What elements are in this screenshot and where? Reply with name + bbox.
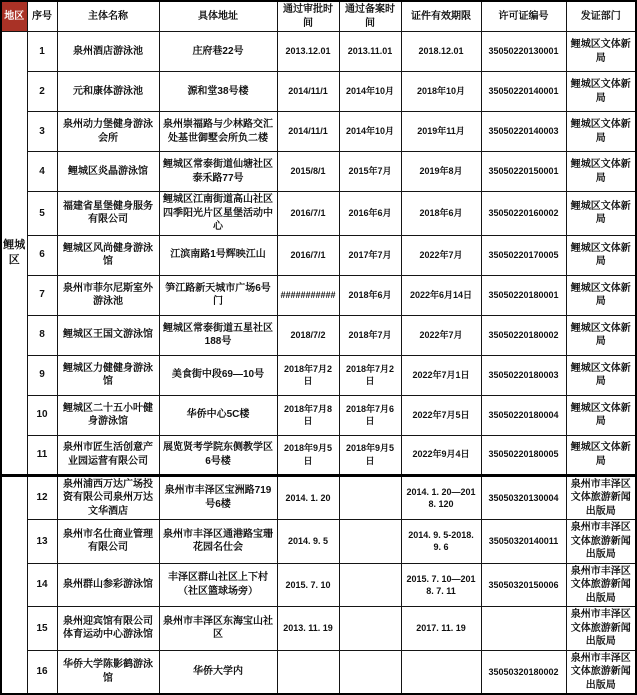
cell-name: 福建省星堡健身服务有限公司 <box>57 192 159 236</box>
cell-validity: 2018.12.01 <box>401 32 481 72</box>
column-header-7: 许可证编号 <box>481 1 566 32</box>
column-header-8: 发证部门 <box>566 1 636 32</box>
cell-address: 源和堂38号楼 <box>159 72 277 112</box>
cell-approval: 2018年9月5日 <box>277 435 339 475</box>
cell-name: 泉州市匠生活创意产业园运营有限公司 <box>57 435 159 475</box>
cell-approval: 2015. 7. 10 <box>277 563 339 607</box>
cell-filing: 2018年7月2日 <box>339 355 401 395</box>
cell-name: 鲤城区风尚健身游泳馆 <box>57 235 159 275</box>
cell-address: 泉州市丰泽区宝洲路719号6楼 <box>159 475 277 520</box>
table-row <box>1 563 636 607</box>
table-row <box>1 72 636 112</box>
cell-license: 35050320130004 <box>481 475 566 520</box>
column-header-5: 通过备案时间 <box>339 1 401 32</box>
cell-issuer: 泉州市丰泽区文体旅游新闻出版局 <box>566 520 636 564</box>
cell-validity: 2022年7月 <box>401 235 481 275</box>
cell-issuer: 泉州市丰泽区文体旅游新闻出版局 <box>566 563 636 607</box>
cell-name: 泉州迎宾馆有限公司体育运动中心游泳馆 <box>57 607 159 651</box>
cell-no: 4 <box>27 152 57 192</box>
table-row <box>1 112 636 152</box>
cell-address: 泉州市丰泽区东海宝山社区 <box>159 607 277 651</box>
table-row <box>1 520 636 564</box>
cell-address: 笋江路新天城市广场6号门 <box>159 275 277 315</box>
table-row <box>1 650 636 694</box>
cell-filing: 2016年6月 <box>339 192 401 236</box>
table-row <box>1 192 636 236</box>
cell-no: 2 <box>27 72 57 112</box>
cell-no: 12 <box>27 475 57 520</box>
cell-name: 鲤城区力健健身游泳馆 <box>57 355 159 395</box>
cell-license: 35050220150001 <box>481 152 566 192</box>
cell-address: 鲤城区常泰街道仙塘社区泰禾路77号 <box>159 152 277 192</box>
cell-no: 9 <box>27 355 57 395</box>
cell-filing: 2014年10月 <box>339 72 401 112</box>
cell-approval: ########### <box>277 275 339 315</box>
cell-license: 35050220160002 <box>481 192 566 236</box>
table-row <box>1 235 636 275</box>
table-row <box>1 395 636 435</box>
cell-filing <box>339 475 401 520</box>
column-header-0: 地区 <box>1 1 27 32</box>
cell-approval: 2014/11/1 <box>277 72 339 112</box>
cell-issuer: 鲤城区文体新局 <box>566 435 636 475</box>
cell-validity: 2015. 7. 10—2018. 7. 11 <box>401 563 481 607</box>
cell-validity: 2017. 11. 19 <box>401 607 481 651</box>
cell-approval: 2018/7/2 <box>277 315 339 355</box>
cell-filing <box>339 563 401 607</box>
cell-filing: 2018年7月 <box>339 315 401 355</box>
cell-address: 丰泽区群山社区上下村（社区篮球场旁） <box>159 563 277 607</box>
cell-issuer: 鲤城区文体新局 <box>566 395 636 435</box>
cell-issuer: 鲤城区文体新局 <box>566 355 636 395</box>
cell-license: 35050320150006 <box>481 563 566 607</box>
cell-issuer: 鲤城区文体新局 <box>566 315 636 355</box>
cell-validity: 2022年7月1日 <box>401 355 481 395</box>
cell-no: 10 <box>27 395 57 435</box>
cell-address: 鲤城区常泰街道五星社区188号 <box>159 315 277 355</box>
cell-filing: 2015年7月 <box>339 152 401 192</box>
cell-filing: 2017年7月 <box>339 235 401 275</box>
cell-validity: 2022年7月5日 <box>401 395 481 435</box>
cell-issuer: 泉州市丰泽区文体旅游新闻出版局 <box>566 607 636 651</box>
table-row <box>1 32 636 72</box>
cell-address: 华侨中心5C楼 <box>159 395 277 435</box>
cell-no: 8 <box>27 315 57 355</box>
cell-validity: 2022年7月 <box>401 315 481 355</box>
cell-validity: 2014. 9. 5-2018. 9. 6 <box>401 520 481 564</box>
cell-filing: 2014年10月 <box>339 112 401 152</box>
cell-address: 泉州市丰泽区通港路宝珊花园名仕会 <box>159 520 277 564</box>
cell-approval: 2014/11/1 <box>277 112 339 152</box>
cell-validity <box>401 650 481 694</box>
cell-issuer: 鲤城区文体新局 <box>566 275 636 315</box>
table-row <box>1 275 636 315</box>
cell-license: 35050220170005 <box>481 235 566 275</box>
cell-validity: 2018年10月 <box>401 72 481 112</box>
cell-approval: 2018年7月2日 <box>277 355 339 395</box>
cell-issuer: 鲤城区文体新局 <box>566 152 636 192</box>
region-cell <box>1 475 27 694</box>
cell-license: 35050220180001 <box>481 275 566 315</box>
cell-filing <box>339 607 401 651</box>
table-row <box>1 315 636 355</box>
cell-validity: 2019年11月 <box>401 112 481 152</box>
cell-filing <box>339 520 401 564</box>
cell-validity: 2019年8月 <box>401 152 481 192</box>
cell-issuer: 鲤城区文体新局 <box>566 235 636 275</box>
cell-issuer: 鲤城区文体新局 <box>566 112 636 152</box>
table-row <box>1 152 636 192</box>
cell-no: 3 <box>27 112 57 152</box>
cell-filing <box>339 650 401 694</box>
cell-issuer: 鲤城区文体新局 <box>566 72 636 112</box>
cell-validity: 2022年6月14日 <box>401 275 481 315</box>
column-header-4: 通过审批时间 <box>277 1 339 32</box>
cell-license: 35050220130001 <box>481 32 566 72</box>
cell-validity: 2014. 1. 20—2018. 120 <box>401 475 481 520</box>
cell-approval: 2013.12.01 <box>277 32 339 72</box>
cell-approval: 2013. 11. 19 <box>277 607 339 651</box>
cell-issuer: 泉州市丰泽区文体旅游新闻出版局 <box>566 650 636 694</box>
table-row <box>1 435 636 475</box>
cell-filing: 2018年9月5日 <box>339 435 401 475</box>
cell-address: 展览贤考学院东侧教学区6号楼 <box>159 435 277 475</box>
cell-no: 13 <box>27 520 57 564</box>
cell-no: 14 <box>27 563 57 607</box>
cell-approval: 2018年7月8日 <box>277 395 339 435</box>
cell-no: 16 <box>27 650 57 694</box>
cell-validity: 2018年6月 <box>401 192 481 236</box>
cell-filing: 2018年7月6日 <box>339 395 401 435</box>
table-body <box>1 32 636 695</box>
cell-no: 15 <box>27 607 57 651</box>
cell-approval <box>277 650 339 694</box>
cell-license: 35050220180004 <box>481 395 566 435</box>
cell-license: 35050320140011 <box>481 520 566 564</box>
cell-address: 泉州崇福路与少林路交汇处基世御墅会所负二楼 <box>159 112 277 152</box>
cell-no: 6 <box>27 235 57 275</box>
cell-no: 7 <box>27 275 57 315</box>
cell-no: 11 <box>27 435 57 475</box>
table-row <box>1 475 636 520</box>
cell-approval: 2016/7/1 <box>277 192 339 236</box>
region-cell: 鲤城区 <box>1 32 27 476</box>
cell-no: 1 <box>27 32 57 72</box>
cell-validity: 2022年9月4日 <box>401 435 481 475</box>
column-header-2: 主体名称 <box>57 1 159 32</box>
cell-address: 华侨大学内 <box>159 650 277 694</box>
cell-license: 35050220180005 <box>481 435 566 475</box>
cell-name: 泉州市名仕商业管理有限公司 <box>57 520 159 564</box>
cell-license: 35050220180002 <box>481 315 566 355</box>
cell-name: 华侨大学陈影鹤游泳馆 <box>57 650 159 694</box>
cell-name: 泉州酒店游泳池 <box>57 32 159 72</box>
cell-license: 35050220140003 <box>481 112 566 152</box>
cell-name: 泉州浦西万达广场投资有限公司泉州万达文华酒店 <box>57 475 159 520</box>
cell-address: 鲤城区江南街道高山社区四季阳光片区星堡活动中心 <box>159 192 277 236</box>
cell-approval: 2014. 1. 20 <box>277 475 339 520</box>
column-header-3: 具体地址 <box>159 1 277 32</box>
table-row <box>1 355 636 395</box>
cell-name: 鲤城区二十五小叶健身游泳馆 <box>57 395 159 435</box>
cell-issuer: 鲤城区文体新局 <box>566 32 636 72</box>
cell-license <box>481 607 566 651</box>
column-header-6: 证件有效期限 <box>401 1 481 32</box>
header-row <box>1 1 636 32</box>
cell-name: 泉州群山参彩游泳馆 <box>57 563 159 607</box>
cell-filing: 2013.11.01 <box>339 32 401 72</box>
cell-address: 江滨南路1号辉映江山 <box>159 235 277 275</box>
cell-issuer: 鲤城区文体新局 <box>566 192 636 236</box>
cell-approval: 2016/7/1 <box>277 235 339 275</box>
cell-license: 35050220180003 <box>481 355 566 395</box>
cell-address: 美食街中段69—10号 <box>159 355 277 395</box>
cell-name: 鲤城区王国文游泳馆 <box>57 315 159 355</box>
cell-address: 庄府巷22号 <box>159 32 277 72</box>
column-header-1: 序号 <box>27 1 57 32</box>
cell-approval: 2014. 9. 5 <box>277 520 339 564</box>
table-header <box>1 1 636 32</box>
cell-name: 元和康体游泳池 <box>57 72 159 112</box>
cell-name: 泉州市菲尔尼斯室外游泳池 <box>57 275 159 315</box>
cell-filing: 2018年6月 <box>339 275 401 315</box>
cell-approval: 2015/8/1 <box>277 152 339 192</box>
cell-no: 5 <box>27 192 57 236</box>
cell-issuer: 泉州市丰泽区文体旅游新闻出版局 <box>566 475 636 520</box>
table-row <box>1 607 636 651</box>
cell-name: 泉州动力堡健身游泳会所 <box>57 112 159 152</box>
cell-license: 35050320180002 <box>481 650 566 694</box>
cell-name: 鲤城区炎晶游泳馆 <box>57 152 159 192</box>
cell-license: 35050220140001 <box>481 72 566 112</box>
